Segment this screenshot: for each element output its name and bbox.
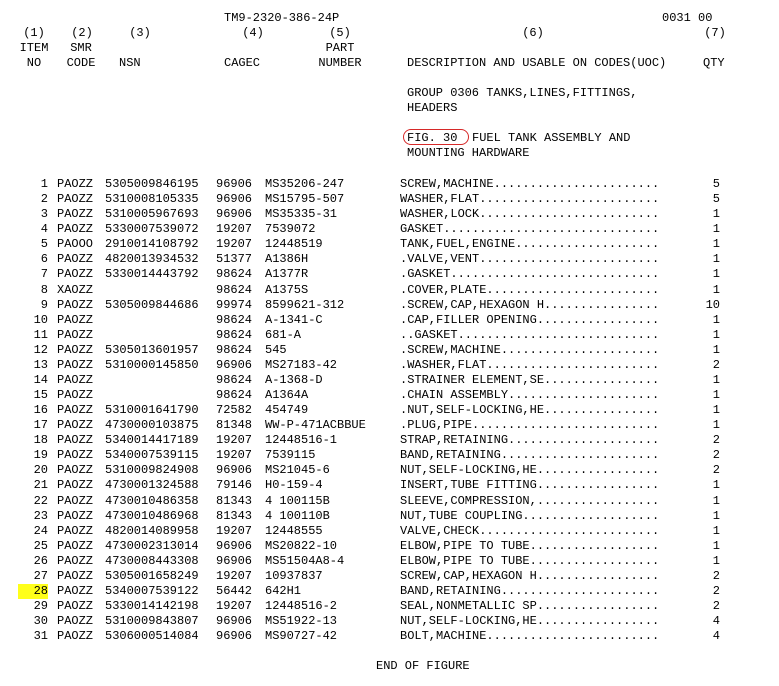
quantity: 5: [712, 177, 720, 191]
table-row: [0, 388, 779, 403]
table-row: [0, 283, 779, 298]
nsn: 4730000103875: [105, 418, 199, 433]
part-number: 454749: [265, 403, 309, 418]
quantity: 1: [712, 538, 720, 553]
item-number: 28: [18, 584, 48, 599]
quantity: 1: [712, 508, 720, 523]
smr-code: PAOZZ: [57, 252, 94, 267]
item-number: 30: [33, 614, 48, 628]
item-number: 8: [40, 282, 48, 297]
part-number: MS51504A8-4: [265, 553, 345, 568]
item-number: 5: [40, 237, 48, 252]
figure-label: FIG. 30: [407, 131, 458, 145]
part-number: WW-P-471ACBBUE: [265, 418, 366, 433]
part-number: MS20822-10: [265, 538, 338, 553]
description: WASHER,LOCK.........................: [400, 207, 660, 222]
nsn: 5310009843807: [105, 614, 199, 628]
description: .STRAINER ELEMENT,SE................: [400, 372, 660, 387]
smr-code: PAOZZ: [57, 297, 94, 312]
quantity: 2: [712, 433, 720, 448]
description: STRAP,RETAINING.....................: [400, 433, 660, 448]
nsn: 5330014443792: [105, 267, 199, 282]
quantity: 1: [712, 267, 720, 282]
item-number: 22: [33, 493, 48, 508]
quantity: 1: [712, 553, 720, 568]
item-number: 11: [33, 327, 48, 342]
cage-code: 96906: [216, 629, 253, 644]
table-row: [0, 358, 779, 373]
part-number: MS35206-247: [265, 177, 345, 191]
table-row: [0, 267, 779, 282]
item-number: 18: [33, 433, 48, 448]
smr-code: PAOZZ: [57, 342, 94, 357]
description: SLEEVE,COMPRESSION,.................: [400, 493, 660, 508]
part-number: MS90727-42: [265, 629, 338, 644]
part-number: A1377R: [265, 267, 309, 282]
quantity: 1: [712, 372, 720, 387]
table-row: [0, 539, 779, 554]
description: SEAL,NONMETALLIC SP.................: [400, 599, 660, 613]
part-number: A1364A: [265, 388, 309, 402]
nsn: 5310009824908: [105, 463, 199, 478]
item-number: 26: [33, 553, 48, 568]
figure-title-line2: MOUNTING HARDWARE: [407, 146, 530, 160]
item-header-line2: NO: [26, 56, 42, 70]
smr-code: PAOZZ: [57, 327, 94, 342]
nsn: 5310005967693: [105, 207, 199, 222]
table-row: [0, 403, 779, 418]
quantity: 1: [712, 403, 720, 418]
table-row: [0, 599, 779, 614]
quantity: 2: [712, 357, 720, 372]
smr-code: PAOZZ: [57, 388, 94, 402]
nsn-header: NSN: [119, 56, 141, 70]
table-row: [0, 554, 779, 569]
cage-code: 72582: [216, 403, 253, 418]
nsn: 2910014108792: [105, 237, 199, 252]
description: TANK,FUEL,ENGINE....................: [400, 237, 660, 252]
smr-code: PAOZZ: [57, 312, 94, 327]
quantity: 1: [712, 478, 720, 493]
quantity: 1: [712, 327, 720, 342]
nsn: 5306000514084: [105, 629, 199, 644]
quantity: 5: [712, 192, 720, 207]
nsn: 5310000145850: [105, 357, 199, 372]
item-header-line1: ITEM: [19, 41, 49, 55]
description: .VALVE,VENT.........................: [400, 252, 660, 267]
cage-code: 96906: [216, 357, 253, 372]
description: BAND,RETAINING......................: [400, 448, 660, 463]
group-heading-line1: GROUP 0306 TANKS,LINES,FITTINGS,: [407, 86, 638, 100]
cage-code: 19207: [216, 568, 253, 583]
cage-code: 98624: [216, 282, 253, 297]
figure-label-circle-annotation: [403, 129, 469, 145]
description-header: DESCRIPTION AND USABLE ON CODES(UOC): [407, 56, 667, 70]
cage-code: 19207: [216, 523, 253, 538]
column-number-7: (7): [704, 26, 726, 40]
part-number-header-line1: PART: [325, 41, 355, 55]
column-number-6: (6): [522, 26, 544, 40]
item-number: 10: [33, 312, 48, 327]
quantity: 2: [712, 583, 720, 598]
part-number: MS27183-42: [265, 357, 338, 372]
item-number: 25: [33, 538, 48, 553]
item-number: 31: [33, 629, 48, 644]
part-number: MS51922-13: [265, 614, 338, 628]
cage-code: 19207: [216, 448, 253, 463]
smr-code: PAOZZ: [57, 192, 94, 207]
smr-header-line1: SMR: [70, 41, 92, 55]
cage-code: 98624: [216, 342, 253, 357]
smr-code: PAOZZ: [57, 463, 94, 478]
cage-code: 96906: [216, 207, 253, 222]
quantity: 2: [712, 448, 720, 463]
cage-code: 79146: [216, 478, 253, 493]
table-row: [0, 252, 779, 267]
part-number: 10937837: [265, 568, 323, 583]
quantity: 1: [712, 418, 720, 433]
item-number: 13: [33, 357, 48, 372]
description: BAND,RETAINING......................: [400, 583, 660, 598]
cage-code: 98624: [216, 327, 253, 342]
column-number-3: (3): [129, 26, 151, 40]
cage-code: 98624: [216, 388, 253, 402]
item-number: 21: [33, 478, 48, 493]
description: VALVE,CHECK.........................: [400, 523, 660, 538]
part-number: A-1368-D: [265, 372, 323, 387]
description: ..GASKET............................: [400, 327, 660, 342]
smr-header-line2: CODE: [66, 56, 96, 70]
part-number: 681-A: [265, 327, 302, 342]
quantity: 1: [712, 207, 720, 222]
quantity: 1: [712, 388, 720, 402]
part-number: MS35335-31: [265, 207, 338, 222]
cage-code: 96906: [216, 538, 253, 553]
quantity: 2: [712, 463, 720, 478]
nsn: 4730001324588: [105, 478, 199, 493]
description: NUT,SELF-LOCKING,HE.................: [400, 614, 660, 628]
part-number: A1386H: [265, 252, 309, 267]
table-row: [0, 192, 779, 207]
table-row: [0, 207, 779, 222]
nsn: 5340007539122: [105, 583, 199, 598]
table-row: [0, 298, 779, 313]
smr-code: PAOZZ: [57, 403, 94, 418]
smr-code: PAOZZ: [57, 538, 94, 553]
smr-code: PAOZZ: [57, 508, 94, 523]
description: GASKET..............................: [400, 222, 660, 237]
quantity: 1: [712, 312, 720, 327]
description: .CHAIN ASSEMBLY.....................: [400, 388, 660, 402]
cage-code: 19207: [216, 222, 253, 237]
cage-code: 98624: [216, 267, 253, 282]
cage-code: 98624: [216, 372, 253, 387]
table-row: [0, 614, 779, 629]
cage-code: 81343: [216, 493, 253, 508]
part-number: 8599621-312: [265, 297, 345, 312]
smr-code: PAOZZ: [57, 629, 94, 644]
part-number: 12448516-1: [265, 433, 338, 448]
smr-code: PAOZZ: [57, 553, 94, 568]
item-number: 3: [40, 207, 48, 222]
smr-code: PAOZZ: [57, 177, 94, 191]
quantity: 4: [712, 614, 720, 628]
description: NUT,SELF-LOCKING,HE.................: [400, 463, 660, 478]
column-number-2: (2): [71, 26, 93, 40]
item-number: 7: [40, 267, 48, 282]
part-number: 4 100115B: [265, 493, 330, 508]
cagec-header: CAGEC: [224, 56, 261, 70]
table-row: [0, 629, 779, 644]
table-row: [0, 373, 779, 388]
description: .PLUG,PIPE..........................: [400, 418, 660, 433]
quantity: 1: [712, 282, 720, 297]
table-row: [0, 524, 779, 539]
quantity: 4: [712, 629, 720, 644]
nsn: 5340007539115: [105, 448, 199, 463]
description: SCREW,MACHINE.......................: [400, 177, 660, 191]
nsn: 5305001658249: [105, 568, 199, 583]
smr-code: PAOZZ: [57, 222, 94, 237]
cage-code: 19207: [216, 599, 253, 613]
nsn: 5305009844686: [105, 297, 199, 312]
item-number: 15: [33, 388, 48, 402]
table-row: [0, 328, 779, 343]
cage-code: 81343: [216, 508, 253, 523]
end-of-figure: END OF FIGURE: [376, 659, 470, 673]
item-number: 1: [40, 177, 48, 191]
table-row: [0, 222, 779, 237]
cage-code: 96906: [216, 192, 253, 207]
smr-code: PAOZZ: [57, 523, 94, 538]
description: .CAP,FILLER OPENING.................: [400, 312, 660, 327]
item-number: 12: [33, 342, 48, 357]
item-number: 24: [33, 523, 48, 538]
item-number: 6: [40, 252, 48, 267]
table-row: [0, 237, 779, 252]
description: SCREW,CAP,HEXAGON H.................: [400, 568, 660, 583]
nsn: 5330014142198: [105, 599, 199, 613]
item-number: 14: [33, 372, 48, 387]
smr-code: PAOZZ: [57, 493, 94, 508]
table-row: [0, 494, 779, 509]
nsn: 5330007539072: [105, 222, 199, 237]
cage-code: 56442: [216, 583, 253, 598]
smr-code: PAOZZ: [57, 207, 94, 222]
part-number: MS15795-507: [265, 192, 345, 207]
part-number: A1375S: [265, 282, 309, 297]
part-number-header-line2: NUMBER: [318, 56, 362, 70]
page-reference: 0031 00: [662, 11, 713, 25]
item-number: 27: [33, 568, 48, 583]
part-number: 4 100110B: [265, 508, 330, 523]
table-row: [0, 448, 779, 463]
document-number: TM9-2320-386-24P: [224, 11, 340, 25]
cage-code: 99974: [216, 297, 253, 312]
part-number: 12448555: [265, 523, 323, 538]
item-number: 20: [33, 463, 48, 478]
table-row: [0, 569, 779, 584]
cage-code: 98624: [216, 312, 253, 327]
nsn: 4730010486358: [105, 493, 199, 508]
cage-code: 96906: [216, 553, 253, 568]
qty-header: QTY: [703, 56, 725, 70]
quantity: 1: [712, 222, 720, 237]
figure-title-line1: FUEL TANK ASSEMBLY AND: [472, 131, 631, 145]
cage-code: 96906: [216, 463, 253, 478]
nsn: 4820013934532: [105, 252, 199, 267]
column-number-4: (4): [242, 26, 264, 40]
cage-code: 96906: [216, 177, 253, 191]
nsn: 5305013601957: [105, 342, 199, 357]
part-number: A-1341-C: [265, 312, 323, 327]
description: NUT,TUBE COUPLING...................: [400, 508, 660, 523]
nsn: 4730008443308: [105, 553, 199, 568]
part-number: 7539072: [265, 222, 316, 237]
description: WASHER,FLAT.........................: [400, 192, 660, 207]
smr-code: PAOZZ: [57, 599, 94, 613]
table-row: [0, 177, 779, 192]
description: .NUT,SELF-LOCKING,HE................: [400, 403, 660, 418]
quantity: 2: [712, 568, 720, 583]
table-row: [0, 584, 779, 599]
nsn: 5310001641790: [105, 403, 199, 418]
item-number: 19: [33, 448, 48, 463]
description: BOLT,MACHINE........................: [400, 629, 660, 644]
nsn: 4730010486968: [105, 508, 199, 523]
nsn: 5305009846195: [105, 177, 199, 191]
smr-code: PAOZZ: [57, 614, 94, 628]
part-number: 642H1: [265, 583, 302, 598]
table-row: [0, 343, 779, 358]
cage-code: 96906: [216, 614, 253, 628]
nsn: 5340014417189: [105, 433, 199, 448]
quantity: 1: [712, 237, 720, 252]
description: .GASKET.............................: [400, 267, 660, 282]
quantity: 1: [712, 523, 720, 538]
item-number: 17: [33, 418, 48, 433]
item-number: 16: [33, 403, 48, 418]
part-number: MS21045-6: [265, 463, 330, 478]
description: ELBOW,PIPE TO TUBE..................: [400, 538, 660, 553]
smr-code: PAOZZ: [57, 267, 94, 282]
description: ELBOW,PIPE TO TUBE..................: [400, 553, 660, 568]
description: .SCREW,CAP,HEXAGON H................: [400, 297, 660, 312]
quantity: 10: [705, 297, 720, 312]
smr-code: PAOZZ: [57, 568, 94, 583]
nsn: 5310008105335: [105, 192, 199, 207]
smr-code: PAOZZ: [57, 433, 94, 448]
smr-code: PAOZZ: [57, 448, 94, 463]
part-number: 12448519: [265, 237, 323, 252]
item-number: 23: [33, 508, 48, 523]
smr-code: PAOZZ: [57, 583, 94, 598]
smr-code: PAOZZ: [57, 357, 94, 372]
cage-code: 19207: [216, 237, 253, 252]
part-number: 12448516-2: [265, 599, 338, 613]
table-row: [0, 463, 779, 478]
cage-code: 51377: [216, 252, 253, 267]
item-number: 4: [40, 222, 48, 237]
description: .SCREW,MACHINE......................: [400, 342, 660, 357]
part-number: H0-159-4: [265, 478, 323, 493]
description: .COVER,PLATE........................: [400, 282, 660, 297]
part-number: 545: [265, 342, 287, 357]
quantity: 1: [712, 493, 720, 508]
quantity: 1: [712, 252, 720, 267]
description: .WASHER,FLAT........................: [400, 357, 660, 372]
cage-code: 81348: [216, 418, 253, 433]
description: INSERT,TUBE FITTING.................: [400, 478, 660, 493]
column-number-5: (5): [329, 26, 351, 40]
item-number: 2: [40, 192, 48, 207]
table-row: [0, 509, 779, 524]
smr-code: PAOOO: [57, 237, 94, 252]
table-row: [0, 433, 779, 448]
column-number-1: (1): [23, 26, 45, 40]
item-number: 29: [33, 599, 48, 613]
table-row: [0, 478, 779, 493]
quantity: 1: [712, 342, 720, 357]
smr-code: XAOZZ: [57, 282, 94, 297]
table-row: [0, 313, 779, 328]
group-heading-line2: HEADERS: [407, 101, 458, 115]
part-number: 7539115: [265, 448, 316, 463]
nsn: 4820014089958: [105, 523, 199, 538]
table-row: [0, 418, 779, 433]
smr-code: PAOZZ: [57, 372, 94, 387]
smr-code: PAOZZ: [57, 478, 94, 493]
item-number: 9: [40, 297, 48, 312]
quantity: 2: [712, 599, 720, 613]
cage-code: 19207: [216, 433, 253, 448]
smr-code: PAOZZ: [57, 418, 94, 433]
nsn: 4730002313014: [105, 538, 199, 553]
